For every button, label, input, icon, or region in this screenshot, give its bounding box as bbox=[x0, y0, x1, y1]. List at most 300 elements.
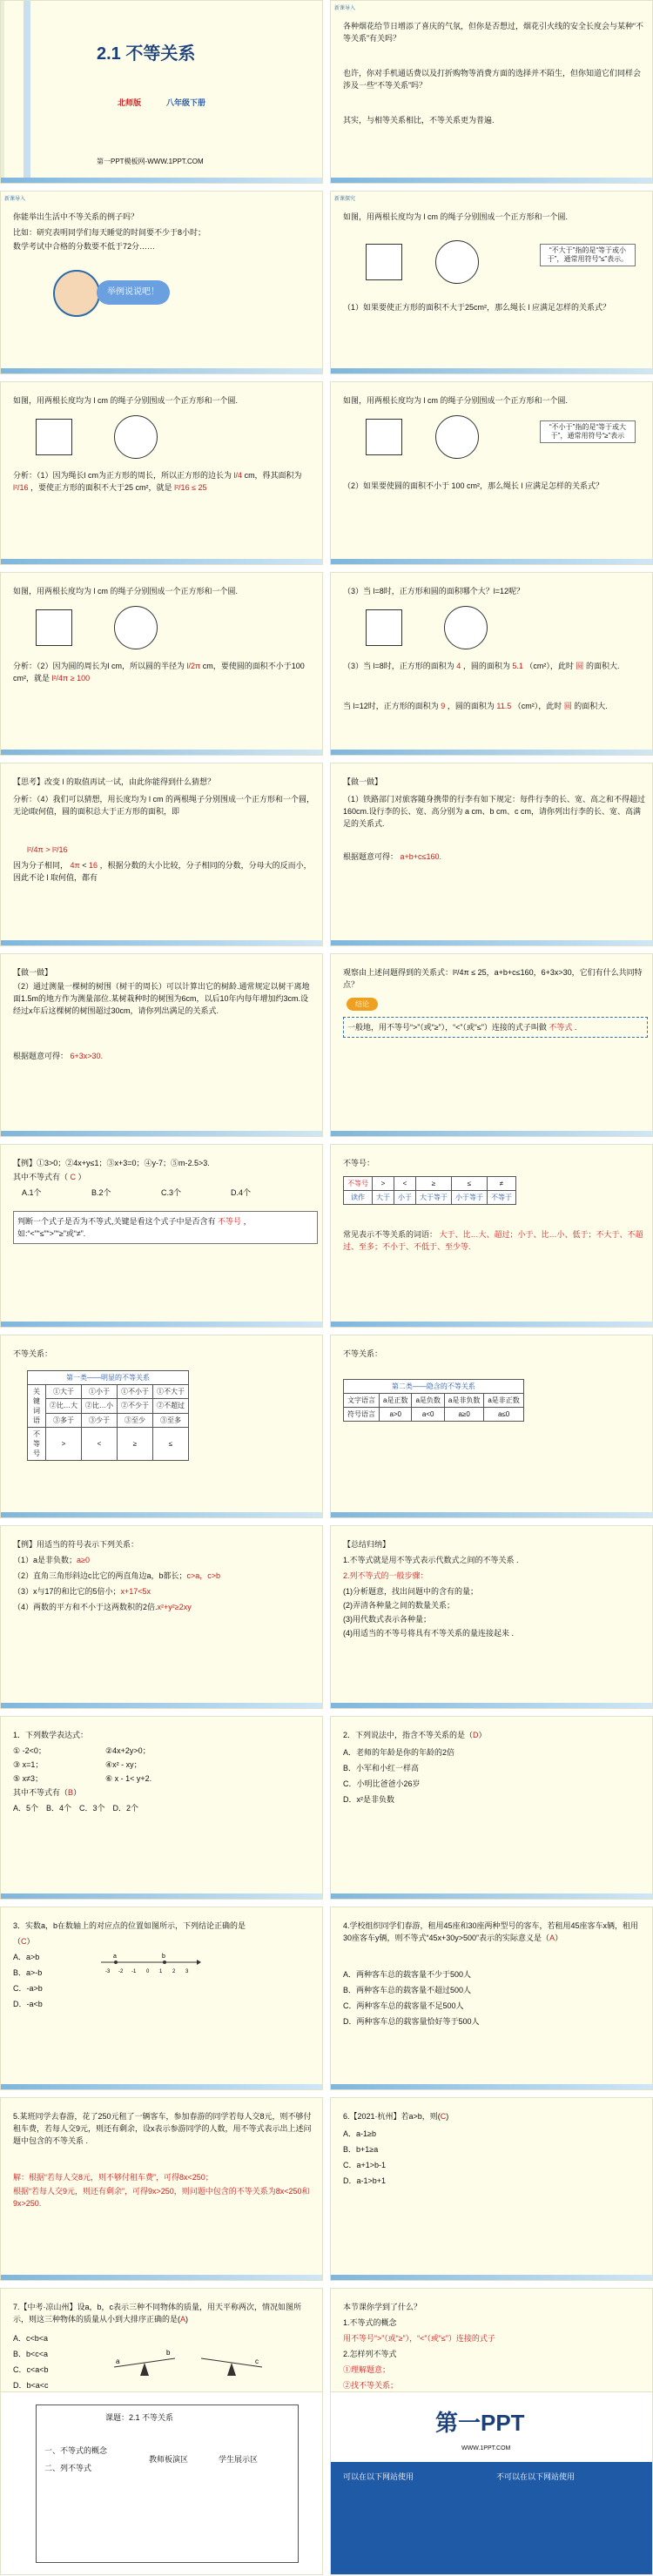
circle-figure bbox=[444, 606, 488, 649]
options-line: A．5个 B．4个 C．3个 D．2个 bbox=[13, 1804, 139, 1813]
summary-step-2: (2)弄清各种量之间的数量关系； bbox=[343, 1601, 455, 1610]
lang-cell: a是非正数 bbox=[484, 1394, 523, 1408]
conclusion-pill: 结论 bbox=[347, 998, 378, 1011]
option-b: B．b<c<a bbox=[13, 2350, 49, 2358]
conjecture-inequality: l²/4π > l²/16 bbox=[27, 845, 68, 854]
slide-24-exercise-6 bbox=[330, 2097, 653, 2281]
exercise-question: 3．实数a，b在数轴上的对应点的位置如图所示，下列结论正确的是 bbox=[13, 1921, 246, 1930]
circle-figure bbox=[435, 415, 479, 459]
intro-p1: 各种烟花给节日增添了喜庆的气氛，但你是否想过，烟花引火线的安全长度会与某种“不等关系”有关吗？ bbox=[343, 22, 643, 43]
answer-l12-text-2: ，圆的面积为 bbox=[447, 702, 495, 710]
answer-value: B bbox=[68, 1788, 74, 1797]
slide-5-analysis-1 bbox=[0, 381, 323, 565]
option-d: D.4个 bbox=[231, 1188, 252, 1197]
example-1: 比如：研究表明同学们每天睡觉的时间要不少于8小时； bbox=[13, 228, 206, 237]
slide-bottom-strip bbox=[1, 368, 322, 373]
sign-cell: > bbox=[46, 1428, 82, 1461]
lang-cell: a是负数 bbox=[412, 1394, 444, 1408]
slide-bottom-strip bbox=[1, 559, 322, 564]
table-title: 第一类——明显的不等关系 bbox=[28, 1371, 189, 1385]
note-part-1: 判断一个式子是否为不等式,关键是看这个式子中是否含有 bbox=[17, 1217, 216, 1226]
scale-fulcrum-2 bbox=[227, 2363, 236, 2376]
larger-shape-l8: 圆 bbox=[576, 662, 584, 670]
symbol-cell: a<0 bbox=[412, 1408, 444, 1422]
cover-grade: 八年级下册 bbox=[166, 98, 206, 107]
kw-cell: ②比…大 bbox=[46, 1399, 82, 1413]
definition-term: 不等式 bbox=[549, 1023, 573, 1032]
practice-question: （1）铁路部门对旅客随身携带的行李有如下规定：每件行李的长、宽、高之和不得超过160cm.设行李的长、宽、高分别为 a cm、b cm、c cm，请你列出行李的长、宽、高满足的关系式. bbox=[343, 795, 646, 828]
ad-heading-forbidden: 不可以在以下网站使用 bbox=[496, 2472, 576, 2481]
signs-cell: ≤ bbox=[452, 1177, 488, 1191]
summary-step-3: (3)用代数式表示各种量； bbox=[343, 1615, 432, 1624]
option-b: B．两种客车总的载客量不超过500人 bbox=[343, 1986, 472, 1994]
expr-6: ⑥ x - 1< y+2. bbox=[105, 1774, 152, 1783]
question-1: （1）如果要使正方形的面积不大于25cm²，那么绳长 l 应满足怎样的关系式？ bbox=[343, 303, 611, 312]
option-a: A．老师的年龄是你的年龄的2倍 bbox=[343, 1748, 455, 1757]
lang-cell: a是非负数 bbox=[444, 1394, 483, 1408]
keywords-label: 关键词语 bbox=[28, 1385, 46, 1428]
kw-cell: ③少于 bbox=[82, 1413, 118, 1427]
option-c: C.3个 bbox=[161, 1188, 182, 1197]
common-words bbox=[343, 1228, 646, 1253]
example-2: 数学考试中合格的分数要不低于72分…… bbox=[13, 242, 156, 251]
intro-p3: 其实，与相等关系相比，不等关系更为普遍. bbox=[343, 116, 495, 124]
option-a: A.1个 bbox=[22, 1188, 42, 1197]
slide-bottom-strip bbox=[331, 1512, 652, 1517]
recap-p1: 1.不等式的概念 bbox=[343, 2318, 397, 2327]
kw-cell: ①大于 bbox=[46, 1385, 82, 1399]
explicit-table bbox=[27, 1370, 189, 1461]
answer-value: D bbox=[473, 1731, 479, 1739]
tick-label: 3 bbox=[185, 1969, 189, 1974]
scale-label-b: b bbox=[166, 2349, 171, 2357]
ad-logo: 第一PPT bbox=[435, 2410, 525, 2436]
slide-15-explicit-relations bbox=[0, 1335, 323, 1518]
signs-cell: < bbox=[394, 1177, 416, 1191]
tick-label: -2 bbox=[118, 1969, 124, 1974]
board-title: 课题：2.1 不等关系 bbox=[105, 2413, 174, 2422]
tick-label: -3 bbox=[105, 1969, 111, 1974]
item-text: （1）a是非负数； bbox=[13, 1556, 77, 1564]
slide-17-symbol-example bbox=[0, 1525, 323, 1709]
circle-figure bbox=[114, 415, 158, 459]
symbol-cell: a≤0 bbox=[484, 1408, 523, 1422]
answer-line bbox=[13, 1786, 81, 1799]
deco-pillar bbox=[24, 1, 30, 184]
example-note bbox=[13, 1211, 318, 1244]
sign-cell: ≤ bbox=[153, 1428, 189, 1461]
exercise-question bbox=[343, 1920, 646, 1944]
note-keyword: 不等号 bbox=[218, 1217, 242, 1226]
hint-callout: “不大于”指的是“等于或小于”，通常用符号“≤”表示。 bbox=[540, 244, 636, 266]
problem-statement: 如图，用两根长度均为 l cm 的绳子分别围成一个正方形和一个圆. bbox=[13, 587, 239, 595]
slide-8-question-3 bbox=[330, 572, 653, 756]
analysis-part-2: cm，得其面积为 bbox=[244, 471, 302, 480]
question-suffix: ) bbox=[185, 2315, 189, 2324]
square-figure bbox=[36, 419, 72, 455]
option-d: D．-a<b bbox=[13, 2000, 43, 2008]
slide-bottom-strip bbox=[1, 1131, 322, 1136]
square-area-l8: 4 bbox=[456, 662, 461, 670]
option-a: A．a>b bbox=[13, 1953, 40, 1961]
option-b: B．a>-b bbox=[13, 1968, 43, 1977]
option-b: B.2个 bbox=[91, 1188, 111, 1197]
symbol-cell: 符号语言 bbox=[344, 1408, 380, 1422]
slide-1-cover bbox=[0, 0, 323, 184]
question-text: 4.学校组织同学们春游，租用45座和30座两种型号的客车，若租用45座客车x辆，租用30座客车y辆，则不等式“45x+30y>500”表示的实际意义是（ bbox=[343, 1921, 639, 1942]
exercise-question bbox=[13, 2301, 316, 2325]
ad-slogan: WWW.1PPT.COM bbox=[461, 2445, 511, 2452]
slide-20-exercise-2 bbox=[330, 1716, 653, 1900]
signs-cell: 读作 bbox=[344, 1191, 373, 1205]
choice-suffix: ） bbox=[77, 1173, 86, 1181]
reason-part-1: 因为分子相同， bbox=[13, 861, 69, 870]
answer-label: 根据题意可得： bbox=[13, 1052, 69, 1060]
problem-statement: 如图，用两根长度均为 l cm 的绳子分别围成一个正方形和一个圆. bbox=[13, 396, 239, 405]
analysis-part-1: 分析：（2）因为圆的周长为l cm，所以圆的半径为 bbox=[13, 662, 185, 670]
summary-heading: 【总结归纳】 bbox=[343, 1540, 391, 1549]
kw-cell: ②不少于 bbox=[118, 1399, 153, 1413]
note-part-2: ，如:“<”“≤”“>”“≥”或“≠”. bbox=[17, 1217, 252, 1238]
kw-cell: ③至少 bbox=[118, 1413, 153, 1427]
question-3: （3）当 l=8时，正方形和圆的面积哪个大？l=12呢？ bbox=[343, 587, 525, 595]
question-suffix: ） bbox=[555, 1934, 563, 1942]
answer-value: A bbox=[180, 2315, 186, 2324]
answer-label: 根据题意可得： bbox=[343, 852, 399, 861]
definition-part-1: 一般地，用不等号“>”（或“≥”），“<”（或“≤”）连接的式子叫做 bbox=[347, 1023, 547, 1032]
answer-l8-text-2: ，圆的面积为 bbox=[462, 662, 510, 670]
solution-line-1: 解：根据“若每人交8元，则不够付租车费”，可得8x<250； bbox=[13, 2173, 213, 2182]
slide-bottom-strip bbox=[1, 178, 322, 183]
thinking-analysis: 分析：（4）我们可以猜想，用长度均为 l cm 的两根绳子分别围成一个正方形和一个圆，无论l取何值，圆的面积总大于正方形的面积，即 bbox=[13, 795, 315, 816]
hint-callout: “不小于”指的是“等于或大于”，通常用符号“≥”表示 bbox=[540, 420, 636, 443]
common-words-label: 常见表示不等关系的词语： bbox=[343, 1230, 438, 1239]
tick-label: -1 bbox=[131, 1969, 137, 1974]
kw-cell: ①小于 bbox=[82, 1385, 118, 1399]
tick-label: 1 bbox=[159, 1969, 163, 1974]
larger-shape-l12: 圆 bbox=[563, 702, 572, 710]
answer-l12-text-3: （cm²），此时 bbox=[513, 702, 562, 710]
signs-cell: > bbox=[373, 1177, 394, 1191]
option-b: B．小军和小红一样高 bbox=[343, 1764, 420, 1772]
exercise-question bbox=[343, 2110, 448, 2122]
item-answer: a≥0 bbox=[77, 1556, 90, 1564]
thinking-reason: 因为分子相同， 4π < 16 ，根据分数的大小比较，分子相同的分数，分母大的反而小，因此不论 l 取何值，都有 bbox=[13, 861, 312, 882]
scale-label-a: a bbox=[116, 2357, 120, 2365]
summary-step-4: (4)用适当的不等号将具有不等关系的量连接起来 . bbox=[343, 1629, 515, 1638]
circle-area-l12: 11.5 bbox=[496, 702, 512, 710]
analysis-text bbox=[13, 660, 316, 684]
item-answer: c>a，c>b bbox=[186, 1571, 221, 1580]
question-text: 6.【2021·杭州】若a>b，则( bbox=[343, 2112, 441, 2121]
axis-arrow bbox=[197, 1960, 201, 1965]
answer-line: （C） bbox=[13, 1937, 35, 1946]
item-text: （4）两数的平方和不小于这两数积的2倍. bbox=[13, 1603, 158, 1611]
option-c: C．-a>b bbox=[13, 1984, 43, 1993]
scale-label-c: c bbox=[255, 2357, 259, 2365]
option-d: D．b<a<c bbox=[13, 2381, 49, 2390]
kw-cell: ②不超过 bbox=[153, 1399, 189, 1413]
square-figure bbox=[366, 419, 402, 455]
label-b: b bbox=[162, 1954, 165, 1960]
problem-statement: 如图，用两根长度均为 l cm 的绳子分别围成一个正方形和一个圆. bbox=[343, 396, 569, 405]
slide-16-implicit-relations bbox=[330, 1335, 653, 1518]
item-answer: x+17<5x bbox=[120, 1587, 151, 1596]
board-frame bbox=[36, 2404, 299, 2563]
answer-l8-text: （3）当 l=8时，正方形的面积为 bbox=[343, 662, 454, 670]
signs-cell: ≠ bbox=[488, 1177, 516, 1191]
square-area-l12: 9 bbox=[441, 702, 446, 710]
answer-value: 6+3x>30. bbox=[70, 1052, 104, 1060]
slide-11-practice-2 bbox=[0, 953, 323, 1137]
slide-13-example bbox=[0, 1144, 323, 1328]
slide-bottom-strip bbox=[1, 940, 322, 945]
thinking-heading: 【思考】改变 l 的取值再试一试，由此你能得到什么猜想？ bbox=[13, 777, 216, 786]
example-item-1 bbox=[13, 1554, 90, 1566]
analysis-part-3: ，要使正方形的面积不大于25 cm²，就是 bbox=[30, 483, 172, 492]
label-a: a bbox=[113, 1954, 117, 1960]
signs-cell: 不等号 bbox=[344, 1177, 373, 1191]
slide-bottom-strip bbox=[331, 1131, 652, 1136]
signs-cell: 大于 bbox=[373, 1191, 394, 1205]
exercise-question: 5.某班同学去春游，花了250元租了一辆客车，参加春游的同学若每人交8元，则不够付租车费，若每人交9元，则还有剩余，设x表示参游同学的人数，用不等式表示出上述问题中包含的不等关系 . bbox=[13, 2112, 312, 2145]
slide-bottom-strip bbox=[1, 1512, 322, 1517]
square-figure bbox=[36, 609, 72, 646]
question-2: （2）如果要使圆的面积不小于 100 cm²，那么绳长 l 应满足怎样的关系式？ bbox=[343, 481, 604, 490]
example-item-4 bbox=[13, 1601, 192, 1613]
slide-4-square-circle bbox=[330, 191, 653, 374]
slide-bottom-strip bbox=[331, 1322, 652, 1327]
signs-cell: 小于等于 bbox=[452, 1191, 488, 1205]
example-choice-line bbox=[13, 1171, 86, 1183]
recap-question: 本节课你学到了什么？ bbox=[343, 2303, 422, 2311]
slide-bottom-strip bbox=[331, 2084, 652, 2089]
option-a: A．c<b<a bbox=[13, 2334, 49, 2343]
sign-cell: < bbox=[82, 1428, 118, 1461]
slide-14-inequality-signs bbox=[330, 1144, 653, 1328]
expr-4: ④x² - xy； bbox=[105, 1760, 142, 1769]
slide-bottom-strip bbox=[331, 1893, 652, 1899]
recap-p3: 2.怎样列不等式 bbox=[343, 2350, 397, 2358]
practice-heading: 【做一做】 bbox=[343, 777, 383, 786]
option-d: D．a-1>b+1 bbox=[343, 2176, 387, 2185]
slide-22-exercise-4 bbox=[330, 1907, 653, 2090]
slide-bottom-strip bbox=[1, 1322, 322, 1327]
denominator-1: 4π bbox=[70, 861, 80, 870]
tick-label: 0 bbox=[146, 1969, 150, 1974]
question-text: 2．下列说法中，指含不等关系的是（ bbox=[343, 1731, 474, 1739]
signs-cell: ≥ bbox=[416, 1177, 452, 1191]
inequality-answer: l²/4π ≥ 100 bbox=[51, 674, 91, 683]
answer-suffix: ） bbox=[73, 1788, 82, 1797]
option-a: A．两种客车总的载客量不少于500人 bbox=[343, 1970, 472, 1979]
table-title: 第二类——隐含的不等关系 bbox=[344, 1380, 524, 1394]
answer-value: A bbox=[549, 1934, 555, 1942]
signs-table bbox=[343, 1176, 516, 1205]
signs-cell: 小于 bbox=[394, 1191, 416, 1205]
examples-question: 你能举出生活中不等关系的例子吗？ bbox=[13, 212, 139, 221]
expr-2: ②4x+2y>0； bbox=[105, 1746, 151, 1755]
slide-tag: 新课导入 bbox=[4, 197, 26, 202]
example-question: 【例】①3>0；②4x+y≤1；③x+3=0；④y-7；⑤m-2.5>3. bbox=[13, 1159, 210, 1167]
expr-5: ⑤ x≠3； bbox=[13, 1774, 44, 1783]
ad-heading-allowed: 可以在以下网站使用 bbox=[343, 2472, 414, 2481]
summary-step-1: (1)分析题意，找出问题中的含有的量； bbox=[343, 1587, 479, 1596]
signs-cell: 大于等于 bbox=[416, 1191, 452, 1205]
option-d: D．两种客车总的载客量恰好等于500人 bbox=[343, 2017, 480, 2026]
summary-p1: 1.不等式就是用不等式表示代数式之间的不等关系 . bbox=[343, 1556, 519, 1564]
slide-12-conclusion bbox=[330, 953, 653, 1137]
teacher-area: 教师板演区 bbox=[149, 2455, 189, 2464]
slide-bottom-strip bbox=[331, 2275, 652, 2280]
question-suffix: ） bbox=[478, 1731, 487, 1739]
answer-l12-text-4: 的面积大. bbox=[574, 702, 608, 710]
practice-answer bbox=[13, 1050, 103, 1062]
scale-fulcrum-1 bbox=[140, 2363, 149, 2376]
option-d: D．x²是非负数 bbox=[343, 1795, 394, 1804]
option-a: A．a-1≥b bbox=[343, 2129, 376, 2138]
slide-bottom-strip bbox=[331, 750, 652, 755]
slide-6-question-2 bbox=[330, 381, 653, 565]
slide-bottom-strip bbox=[1, 2084, 322, 2089]
speech-bubble: 举例说说吧！ bbox=[97, 280, 170, 305]
option-c: C．a+1>b-1 bbox=[343, 2161, 387, 2169]
solution-line-2: 根据“若每人交9元，则还有剩余”，可得9x>250，则问题中包含的不等关系为8x<250和9x>250. bbox=[13, 2187, 310, 2208]
student-area: 学生展示区 bbox=[219, 2455, 259, 2464]
slide-7-analysis-2 bbox=[0, 572, 323, 756]
item-text: （2）直角三角形斜边c比它的两直角边a，b都长； bbox=[13, 1571, 187, 1580]
square-figure bbox=[366, 244, 402, 280]
point-a bbox=[114, 1961, 118, 1964]
slide-19-exercise-1 bbox=[0, 1716, 323, 1900]
recap-definition: 用不等号“>”（或“≥”），“<”（或“≤”）连接的式子 bbox=[343, 2334, 495, 2343]
slide-bottom-strip bbox=[331, 178, 652, 183]
kw-cell: ③多于 bbox=[46, 1413, 82, 1427]
intro-p2: 也许，你对手机通话费以及打折购物等消费方面的选择并不陌生，但你知道它们同样会涉及一些“不等关系”吗？ bbox=[343, 69, 642, 90]
relations-heading: 不等关系： bbox=[13, 1349, 53, 1358]
answer-value: a+b+c≤160. bbox=[400, 852, 442, 861]
denominator-2: 16 bbox=[89, 861, 98, 870]
problem-statement: 如图，用两根长度均为 l cm 的绳子分别围成一个正方形和一个圆. bbox=[343, 212, 569, 221]
board-item-2: 二、列不等式 bbox=[44, 2464, 92, 2472]
choice-answer: C bbox=[70, 1173, 77, 1181]
radius-expr: l/2π bbox=[186, 662, 201, 670]
signs-heading: 不等号： bbox=[343, 1159, 375, 1167]
analysis-part-1: 分析：（1）因为绳长l cm为正方形的周长，所以正方形的边长为 bbox=[13, 471, 232, 480]
slide-18-summary bbox=[330, 1525, 653, 1709]
area-expr: l²/16 bbox=[13, 483, 29, 492]
analysis-part-2: cm，要使圆的面积不小于100 cm²，就是 bbox=[13, 662, 305, 683]
definition-end: . bbox=[574, 1023, 577, 1032]
answer-l12 bbox=[343, 700, 646, 712]
practice-heading: 【做一做】 bbox=[13, 968, 53, 977]
kw-cell: ③至多 bbox=[153, 1413, 189, 1427]
kw-cell: ①不大于 bbox=[153, 1385, 189, 1399]
answer-l8 bbox=[343, 660, 646, 672]
option-c: C．两种客车总的载客量不足500人 bbox=[343, 2001, 464, 2010]
slide-bar bbox=[1, 1, 4, 183]
circle-figure bbox=[114, 606, 158, 649]
circle-area-l8: 5.1 bbox=[512, 662, 523, 670]
slide-bottom-strip bbox=[1, 750, 322, 755]
balance-scale-figure bbox=[105, 2341, 279, 2384]
slide-bottom-strip bbox=[1, 2275, 322, 2280]
implicit-table bbox=[343, 1379, 524, 1422]
answer-value: C bbox=[21, 1937, 27, 1946]
exercise-question: 1．下列数学表达式： bbox=[13, 1731, 89, 1739]
observe-question: 观察由上述问题得到的关系式：l²/4π ≤ 25，a+b+c≤160，6+3x>30，它们有什么共同特点？ bbox=[343, 968, 643, 989]
item-text: （3）x与17的和比它的5倍小； bbox=[13, 1587, 121, 1596]
signs-cell: 不等于 bbox=[488, 1191, 516, 1205]
slide-bottom-strip bbox=[331, 1703, 652, 1708]
example-heading: 【例】用适当的符号表示下列关系： bbox=[13, 1540, 139, 1549]
recap-step-1: ①理解题意； bbox=[343, 2365, 391, 2374]
board-item-1: 一、不等式的概念 bbox=[44, 2446, 108, 2455]
slide-bottom-strip bbox=[331, 559, 652, 564]
cover-publisher: 北师版 bbox=[118, 98, 142, 107]
question-suffix: ) bbox=[446, 2112, 449, 2121]
kw-cell: ②比…小 bbox=[82, 1399, 118, 1413]
summary-p2: 2.列不等式的一般步骤： bbox=[343, 1571, 428, 1580]
slide-bottom-strip bbox=[331, 368, 652, 373]
cover-site: 第一PPT模板网-WWW.1PPT.COM bbox=[97, 158, 204, 165]
inequality-answer: l²/16 ≤ 25 bbox=[174, 483, 207, 492]
symbol-cell: a>0 bbox=[380, 1408, 412, 1422]
cover-title: 2.1 不等关系 bbox=[97, 44, 196, 64]
example-item-3 bbox=[13, 1585, 151, 1597]
answer-l8-text-4: 的面积大. bbox=[585, 662, 620, 670]
option-b: B．b+1≥a bbox=[343, 2145, 379, 2154]
tick-label: 2 bbox=[172, 1969, 176, 1974]
lang-cell: 文字语言 bbox=[344, 1394, 380, 1408]
point-b bbox=[163, 1961, 166, 1964]
answer-value: C bbox=[440, 2112, 447, 2121]
square-figure bbox=[366, 609, 402, 646]
expr-3: ③ x=1； bbox=[13, 1760, 44, 1769]
slide-bottom-strip bbox=[331, 940, 652, 945]
question-text: 7.【中考·凉山州】设a，b，c表示三种不同物体的质量，用天平称两次，情况如图所示，则这三种物体的质量从小到大排序正确的是( bbox=[13, 2303, 302, 2324]
slide-tag: 新课探究 bbox=[334, 197, 356, 202]
answer-prefix: 其中不等式有（ bbox=[13, 1788, 69, 1797]
sign-cell: 不等号 bbox=[28, 1428, 46, 1461]
choice-prefix: 其中不等式有（ bbox=[13, 1173, 69, 1181]
option-c: C．小明比爸爸小26岁 bbox=[343, 1779, 421, 1788]
expr-1: ① -2<0； bbox=[13, 1746, 46, 1755]
slide-bottom-strip bbox=[1, 1893, 322, 1899]
answer-l8-text-3: （cm²），此时 bbox=[525, 662, 574, 670]
practice-question: （2）通过测量一棵树的树围（树干的周长）可以计算出它的树龄.通常规定以树干离地面1.5m的地方作为测量部位.某树栽种时的树围为6cm，以后10年内每年增加约3cm.设经过x年后这棵树的树围超过30cm，请你列出满足的关系式. bbox=[13, 982, 310, 1015]
slide-21-exercise-3 bbox=[0, 1907, 323, 2090]
sign-cell: ≥ bbox=[118, 1428, 153, 1461]
number-line-figure bbox=[97, 1949, 201, 1975]
relations-heading: 不等关系： bbox=[343, 1349, 383, 1358]
slide-9-thinking bbox=[0, 763, 323, 946]
practice-answer bbox=[343, 851, 441, 863]
kw-cell: ①不小于 bbox=[118, 1385, 153, 1399]
slide-27-board bbox=[0, 2391, 323, 2575]
recap-step-2: ②找不等关系； bbox=[343, 2381, 399, 2390]
item-answer: x²+y²≥2xy bbox=[157, 1603, 192, 1611]
analysis-text bbox=[13, 469, 316, 494]
slide-10-practice-1 bbox=[330, 763, 653, 946]
lang-cell: a是正数 bbox=[380, 1394, 412, 1408]
slide-2-intro bbox=[330, 0, 653, 184]
slide-28-ad bbox=[330, 2391, 653, 2575]
slide-tag: 新课导入 bbox=[334, 6, 356, 11]
exercise-question bbox=[343, 1729, 487, 1741]
circle-figure bbox=[435, 240, 479, 284]
cartoon-boy-illustration bbox=[53, 270, 100, 317]
